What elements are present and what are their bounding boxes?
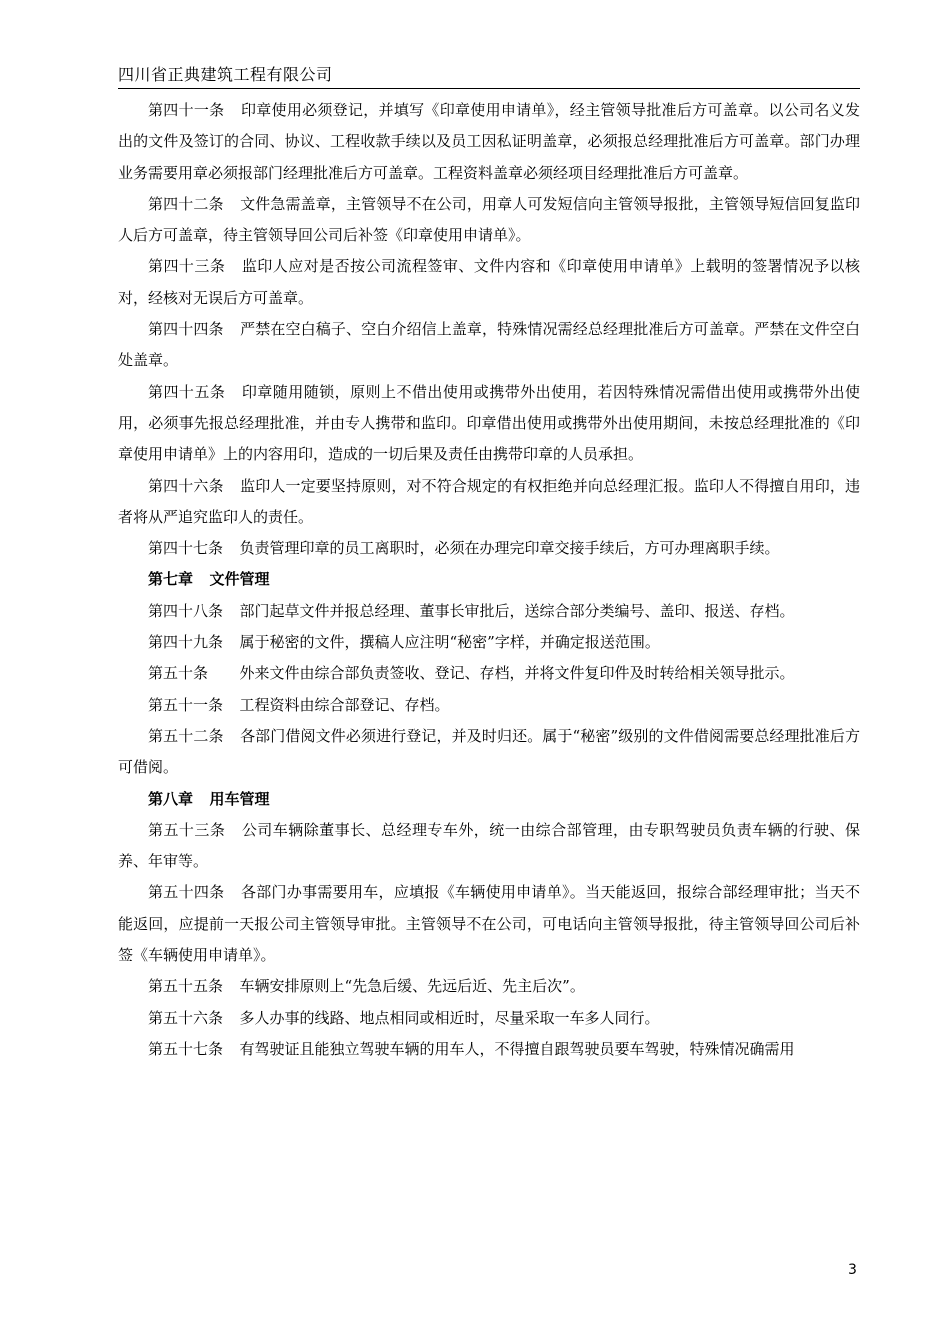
article-text: 监印人应对是否按公司流程签审、文件内容和《印章使用申请单》上载明的签署情况予以核对，经核对无误后方可盖章。 — [118, 257, 860, 307]
article-53 — [118, 815, 860, 878]
article-number: 第五十一条 — [148, 695, 224, 714]
article-number: 第五十四条 — [148, 883, 225, 902]
article-text: 各部门借阅文件必须进行登记，并及时归还。属于“秘密”级别的文件借阅需要总经理批准后方可借阅。 — [118, 726, 860, 777]
article-number: 第五十七条 — [148, 1039, 224, 1058]
article-46 — [118, 471, 860, 534]
article-57 — [118, 1034, 860, 1065]
article-51 — [118, 690, 860, 721]
article-45 — [118, 377, 860, 471]
article-number: 第五十六条 — [148, 1008, 224, 1027]
article-48 — [118, 596, 860, 627]
article-text: 车辆安排原则上“先急后缓、先远后近、先主后次”。 — [239, 977, 585, 996]
article-text: 印章使用必须登记，并填写《印章使用申请单》，经主管领导批准后方可盖章。以公司名义发出的文件及签订的合同、协议、工程收款手续以及员工因私证明盖章，必须报总经理批准后方可盖章。部门办理业务需要用章必须报部门经理批准后方可盖章。工程资料盖章必须经项目经理批准后方可盖章。 — [118, 101, 860, 182]
article-number: 第五十五条 — [148, 977, 224, 996]
article-number: 第五十二条 — [148, 726, 224, 745]
article-number: 第四十四条 — [148, 320, 224, 339]
article-number: 第四十五条 — [148, 382, 226, 401]
page-header — [118, 62, 860, 89]
article-number: 第四十七条 — [148, 539, 224, 558]
article-number: 第四十九条 — [148, 633, 224, 652]
article-text: 属于秘密的文件，撰稿人应注明“秘密”字样，并确定报送范围。 — [239, 633, 660, 652]
chapter-heading-8 — [118, 784, 860, 815]
chapter-number: 第七章 — [148, 570, 194, 589]
article-42 — [118, 189, 860, 252]
article-text: 负责管理印章的员工离职时，必须在办理完印章交接手续后，方可办理离职手续。 — [239, 539, 780, 558]
article-50 — [118, 658, 860, 689]
article-number: 第四十三条 — [148, 257, 226, 276]
article-55 — [118, 971, 860, 1002]
article-43 — [118, 251, 860, 314]
article-44 — [118, 314, 860, 377]
chapter-heading-7 — [118, 564, 860, 595]
chapter-title: 文件管理 — [209, 570, 270, 589]
article-number: 第五十三条 — [148, 820, 226, 839]
article-52 — [118, 721, 860, 784]
article-number: 第四十八条 — [148, 601, 224, 620]
article-text: 文件急需盖章，主管领导不在公司，用章人可发短信向主管领导报批，主管领导短信回复监印人后方可盖章，待主管领导回公司后补签《印章使用申请单》。 — [118, 194, 860, 245]
article-text: 严禁在空白稿子、空白介绍信上盖章，特殊情况需经总经理批准后方可盖章。严禁在文件空白处盖章。 — [118, 320, 860, 370]
article-text: 外来文件由综合部负责签收、登记、存档，并将文件复印件及时转给相关领导批示。 — [239, 664, 795, 683]
article-54 — [118, 877, 860, 971]
article-text: 各部门办事需要用车，应填报《车辆使用申请单》。当天能返回，报综合部经理审批；当天不能返回，应提前一天报公司主管领导审批。主管领导不在公司，可电话向主管领导报批，待主管领导回公司后补签《车辆使用申请单》。 — [118, 883, 860, 965]
article-56 — [118, 1003, 860, 1034]
article-text: 工程资料由综合部登记、存档。 — [239, 695, 450, 714]
article-number: 第四十六条 — [148, 476, 224, 495]
chapter-title: 用车管理 — [209, 789, 270, 808]
article-number: 第四十二条 — [148, 194, 224, 213]
article-text: 有驾驶证且能独立驾驶车辆的用车人，不得擅自跟驾驶员要车驾驶，特殊情况确需用 — [239, 1039, 795, 1058]
article-text: 公司车辆除董事长、总经理专车外，统一由综合部管理，由专职驾驶员负责车辆的行驶、保养、年审等。 — [118, 820, 860, 871]
article-number: 第四十一条 — [148, 101, 225, 119]
article-41 — [118, 95, 860, 189]
document-body — [118, 95, 860, 1065]
article-number: 第五十条 — [148, 664, 209, 683]
page-number: 3 — [848, 1262, 857, 1278]
article-49 — [118, 627, 860, 658]
company-name: 四川省正典建筑工程有限公司 — [118, 65, 333, 84]
article-text: 部门起草文件并报总经理、董事长审批后，送综合部分类编号、盖印、报送、存档。 — [239, 601, 795, 620]
article-text: 印章随用随锁，原则上不借出使用或携带外出使用，若因特殊情况需借出使用或携带外出使用，必须事先报总经理批准，并由专人携带和监印。印章借出使用或携带外出使用期间，未按总经理批准的《印章使用申请单》上的内容用印，造成的一切后果及责任由携带印章的人员承担。 — [118, 382, 860, 464]
article-text: 多人办事的线路、地点相同或相近时，尽量采取一车多人同行。 — [239, 1008, 660, 1027]
chapter-number: 第八章 — [148, 789, 194, 808]
article-text: 监印人一定要坚持原则，对不符合规定的有权拒绝并向总经理汇报。监印人不得擅自用印，违者将从严追究监印人的责任。 — [118, 476, 860, 526]
article-47 — [118, 533, 860, 564]
